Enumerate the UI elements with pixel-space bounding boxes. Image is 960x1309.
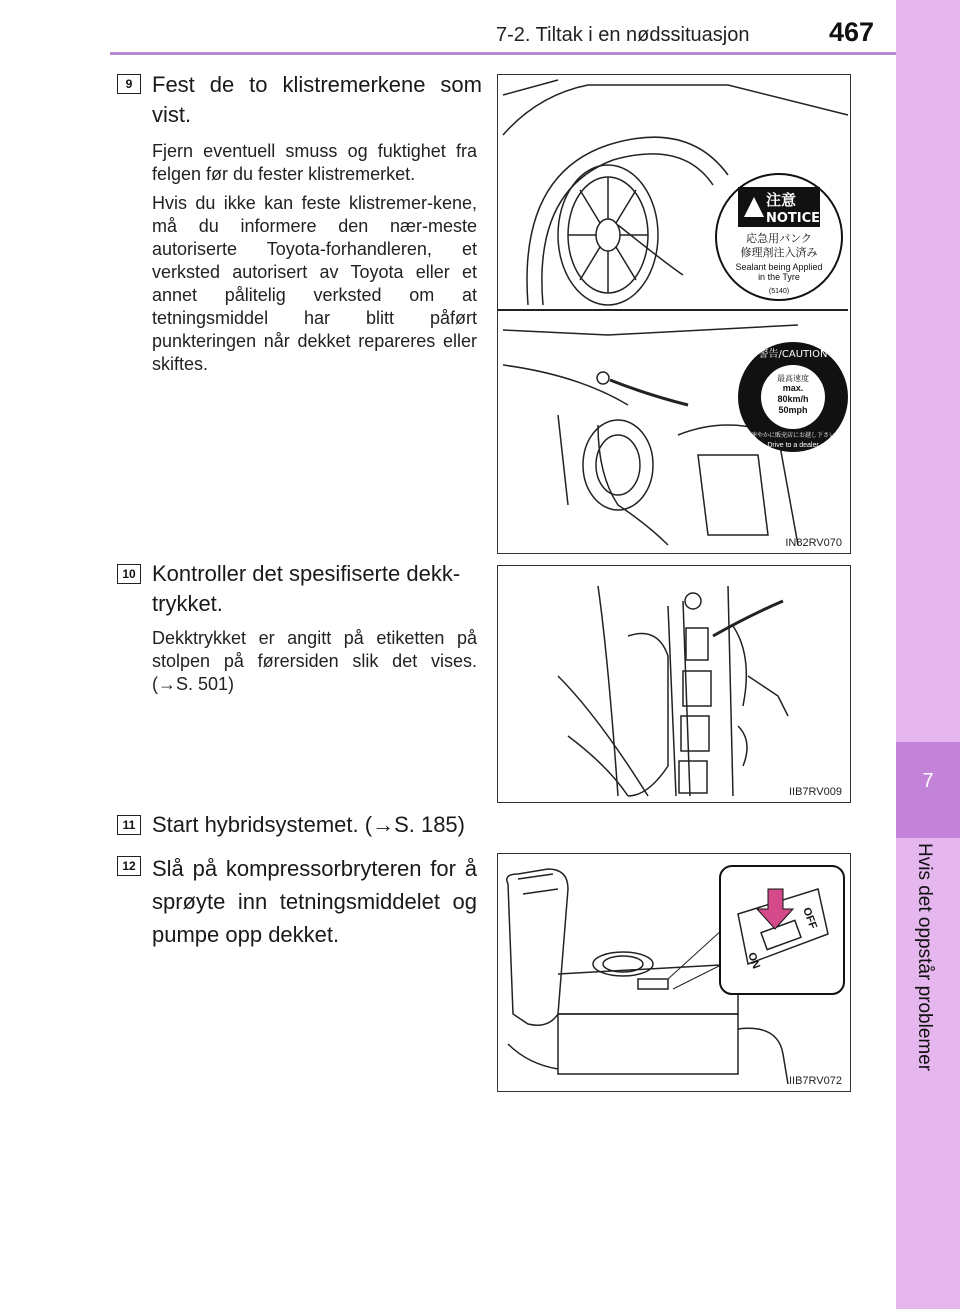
figure-code: IIB7RV009 bbox=[788, 786, 842, 798]
caution-arc-jp: 速やかに販売店にお越し下さい bbox=[750, 432, 836, 439]
figure-door-pillar bbox=[497, 565, 851, 803]
switch-off-label: OFF bbox=[800, 905, 819, 931]
page-number: 467 bbox=[829, 17, 875, 47]
step-10-paragraph-1: Dekktrykket er angitt på etiketten på stolpen på førersiden slik det vises. (→S. 501) bbox=[152, 628, 477, 694]
chapter-title: Hvis det oppstår problemer bbox=[914, 843, 935, 1072]
step-9-title: Fest de to klistremerkene som vist. bbox=[152, 72, 482, 127]
step-number-11: 11 bbox=[117, 815, 141, 835]
step-9-paragraph-2: Hvis du ikke kan feste klistremer-kene, må du informere den nær-meste autoriserte Toyota-forhandleren, et verksted autorisert av Toyota eller et annet pålitelig verksted om at tetningsmiddel har blitt påført punkteringen når dekket repareres eller skiftes. bbox=[152, 193, 477, 374]
step-number-10: 10 bbox=[117, 564, 141, 584]
door-pillar-illustration bbox=[498, 566, 850, 802]
compressor-illustration bbox=[498, 854, 850, 1091]
notice-line-4: in the Tyre bbox=[758, 272, 800, 282]
header-section-title: 7-2. Tiltak i en nødssituasjon bbox=[496, 24, 750, 46]
caution-line-2: max. bbox=[782, 383, 804, 393]
notice-line-1: 応急用パンク bbox=[746, 232, 812, 245]
step-9-paragraph-1: Fjern eventuell smuss og fuktighet fra felgen før du fester klistremerket. bbox=[152, 141, 477, 184]
caution-line-3: 80km/h bbox=[777, 394, 809, 404]
step-10-title: Kontroller det spesifiserte dekk-trykket. bbox=[152, 561, 461, 616]
notice-heading-en: NOTICE bbox=[766, 211, 821, 226]
figure-stickers bbox=[497, 74, 851, 554]
caution-line-4: 50mph bbox=[778, 405, 808, 415]
step-number-9: 9 bbox=[117, 74, 141, 94]
notice-line-2: 修理剤注入済み bbox=[740, 246, 818, 259]
stickers-illustration bbox=[498, 75, 850, 553]
caution-heading: 警告/CAUTION bbox=[758, 349, 828, 360]
notice-code: (5140) bbox=[768, 288, 790, 295]
chapter-number: 7 bbox=[922, 770, 934, 792]
switch-on-label: ON bbox=[745, 950, 763, 971]
chapter-side-tab bbox=[896, 0, 960, 1309]
caution-line-1: 最高速度 bbox=[777, 374, 809, 383]
step-12-title: Slå på kompressorbryteren for å sprøyte inn tetningsmiddelet og pumpe opp dekket. bbox=[152, 856, 477, 947]
notice-line-3: Sealant being Applied bbox=[735, 262, 823, 272]
step-number-12: 12 bbox=[117, 856, 141, 876]
notice-heading-jp: 注意 bbox=[766, 191, 797, 209]
step-11-title: Start hybridsystemet. (→S. 185) bbox=[152, 812, 465, 837]
figure-compressor bbox=[497, 853, 851, 1092]
header-rule bbox=[110, 52, 896, 55]
caution-arc-en: Drive to a dealer bbox=[767, 442, 819, 449]
figure-code: IIB7RV072 bbox=[788, 1075, 842, 1087]
figure-code: IN82RV070 bbox=[785, 537, 842, 549]
